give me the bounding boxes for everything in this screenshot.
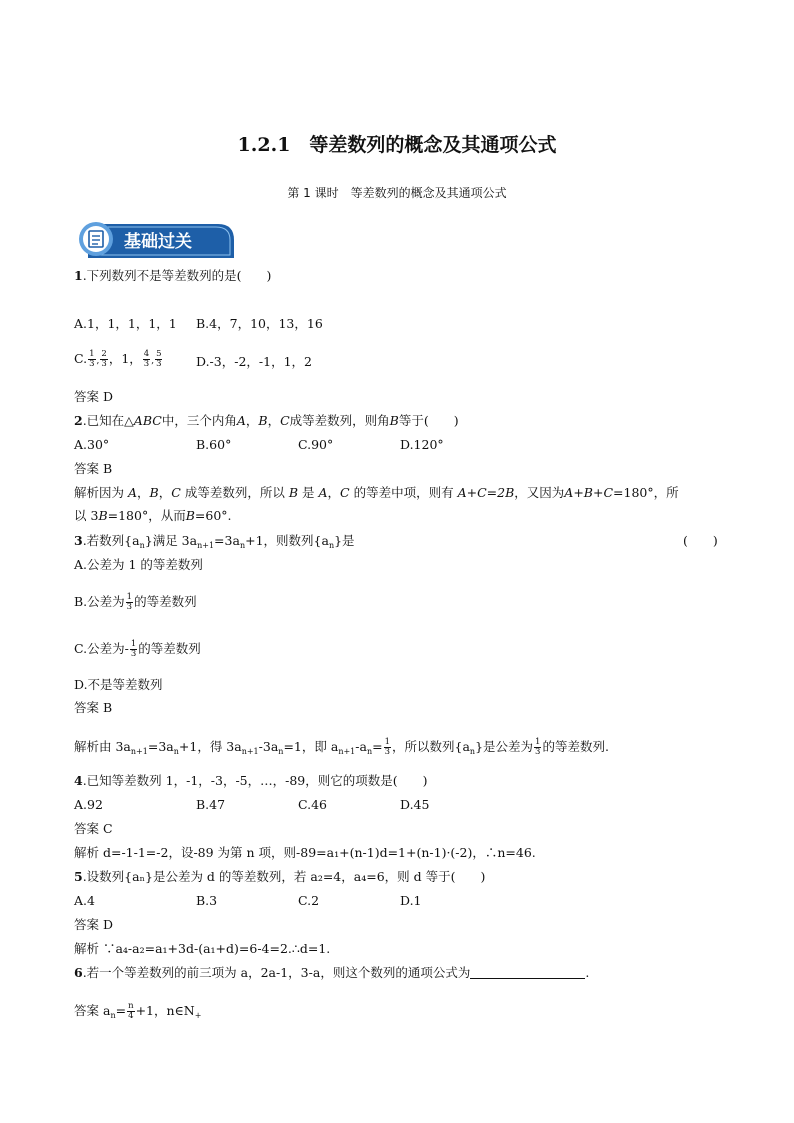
q4-option-d: D.45 xyxy=(400,797,430,812)
q2-answer: 答案 B xyxy=(74,461,113,476)
q2-solution-line2: 以 3B=180°，从而B=60°. xyxy=(74,508,232,523)
page-title: 1.2.1 等差数列的概念及其通项公式 xyxy=(237,134,557,156)
q6-stem: 6.若一个等差数列的前三项为 a，2a-1，3-a，则这个数列的通项公式为 . xyxy=(74,965,590,980)
q3-solution: 解析由 $3a_{n+1}=3a_n+1$，得 $3a_{n+1}-3a_n=1$，即 $a_{n+1}-a_n=$ $\frac{1}{3}$ ，所以数列$\{a_n\}$是公差为 $\frac{1}{3}$ 的等差数列. xyxy=(74,737,609,757)
q5-option-a: A.4 xyxy=(74,893,95,908)
q2-option-c: C.90° xyxy=(298,437,334,452)
q1-option-c: C. $\frac{1}{3}$ , $\frac{2}{3}$ ，1， $\frac{4}{3}$ , $\frac{5}{3}$ xyxy=(74,349,162,369)
q1-option-d: D.-3，-2，-1，1，2 xyxy=(196,354,312,369)
q3-stem: 3.若数列$\{a_n\}$满足 $3a_{n+1}=3a_n+1$，则数列$\{a_n\}$是 xyxy=(74,533,355,550)
q2-option-a: A.30° xyxy=(74,437,110,452)
q3-answer: 答案 B xyxy=(74,700,113,715)
q4-option-c: C.46 xyxy=(298,797,327,812)
q6-answer-blank[interactable] xyxy=(470,966,585,979)
q4-option-a: A.92 xyxy=(74,797,103,812)
q3-option-d: D.不是等差数列 xyxy=(74,677,163,692)
q5-stem: 5.设数列{aₙ}是公差为 d 的等差数列，若 a₂=4，a₄=6，则 d 等于( ) xyxy=(74,869,486,884)
q4-option-b: B.47 xyxy=(196,797,226,812)
q2-option-d: D.120° xyxy=(400,437,444,452)
q5-option-b: B.3 xyxy=(196,893,218,908)
q4-answer: 答案 C xyxy=(74,821,113,836)
q3-answer-paren: ( ) xyxy=(683,533,718,548)
q5-solution: 解析 ∵a₄-a₂=a₁+3d-(a₁+d)=6-4=2.∴d=1. xyxy=(74,941,331,956)
q6-answer: 答案 $a_n=$ $\frac{n}{4}$ +1，$n\in N_+$ xyxy=(74,1001,202,1021)
q3-option-a: A.公差为 1 的等差数列 xyxy=(74,557,203,572)
q4-solution: 解析 d=-1-1=-2，设-89 为第 n 项，则-89=a₁+(n-1)d=1+(n-1)·(-2)，∴n=46. xyxy=(74,845,536,860)
q1-answer: 答案 D xyxy=(74,389,113,404)
q4-stem: 4.已知等差数列 1，-1，-3，-5，…，-89，则它的项数是( ) xyxy=(74,773,428,788)
q5-answer: 答案 D xyxy=(74,917,113,932)
banner-label: 基础过关 xyxy=(124,232,192,252)
q2-stem: 2.已知在△ABC中，三个内角A，B，C成等差数列，则角B等于( ) xyxy=(74,413,459,428)
q5-option-c: C.2 xyxy=(298,893,320,908)
q3-option-b: B.公差为 $\frac{1}{3}$ 的等差数列 xyxy=(74,592,197,612)
page-subtitle: 第 1 课时 等差数列的概念及其通项公式 xyxy=(287,186,507,200)
q3-option-c: C.公差为- $\frac{1}{3}$ 的等差数列 xyxy=(74,639,201,659)
q1-option-a: A.1，1，1，1，1 xyxy=(74,316,177,331)
q1-option-b: B.4，7，10，13，16 xyxy=(196,316,323,331)
q2-solution-line1: 解析因为 A，B，C 成等差数列，所以 B 是 A，C 的等差中项，则有 A+C=2B，又因为A+B+C=180°，所 xyxy=(74,485,679,500)
q2-option-b: B.60° xyxy=(196,437,232,452)
section-banner xyxy=(78,218,234,258)
q5-option-d: D.1 xyxy=(400,893,422,908)
q1-stem: 1.下列数列不是等差数列的是( ) xyxy=(74,268,272,283)
